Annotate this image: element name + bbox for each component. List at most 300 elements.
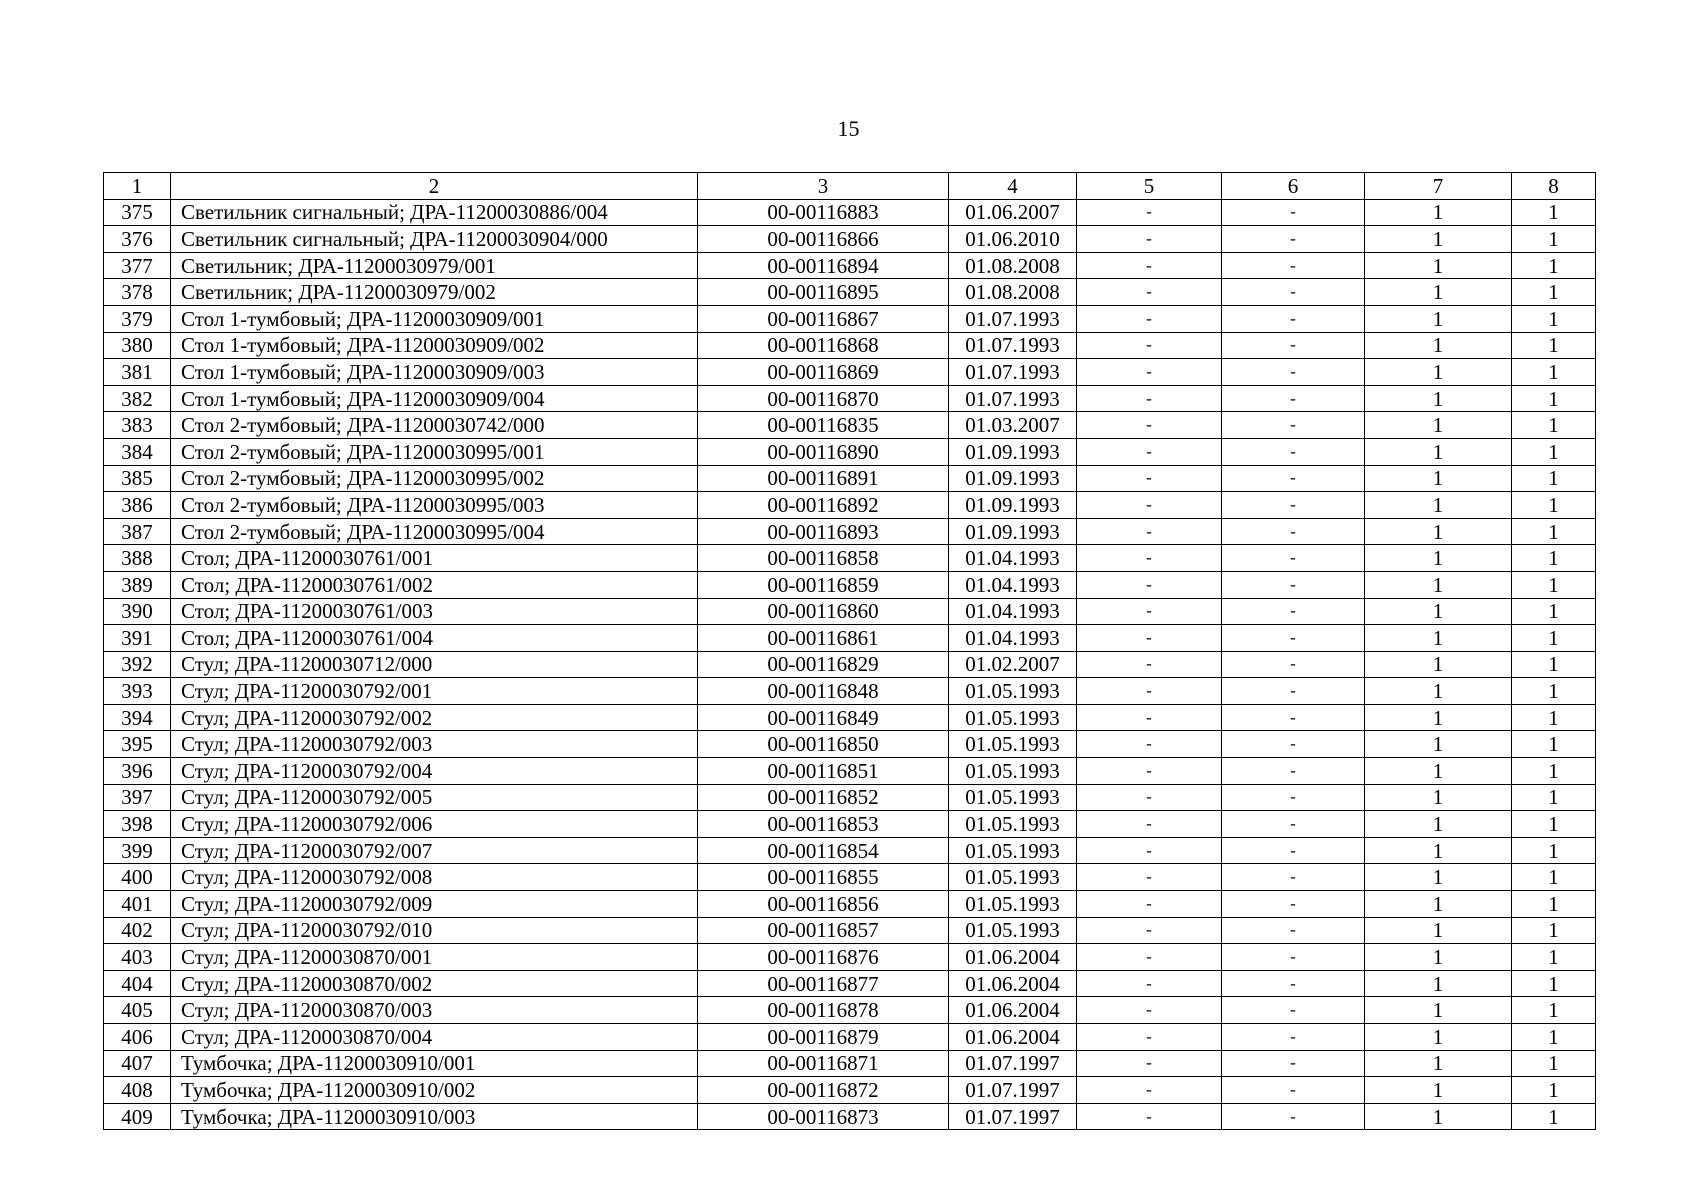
table-cell-col-2: Тумбочка; ДРА-11200030910/001 [171,1050,698,1077]
table-cell-col-5: - [1077,226,1222,253]
table-cell-col-5: - [1077,811,1222,838]
table-row [104,598,1596,625]
table-cell-col-1: 390 [104,598,171,625]
table-cell-col-6: - [1222,731,1365,758]
table-row [104,917,1596,944]
table-cell-col-2: Стол 2-тумбовый; ДРА-11200030995/001 [171,438,698,465]
table-cell-col-1: 386 [104,492,171,519]
table-cell-col-3: 00-00116878 [698,997,949,1024]
table-cell-col-6: - [1222,438,1365,465]
table-cell-col-4: 01.08.2008 [949,279,1077,306]
table-cell-col-4: 01.05.1993 [949,837,1077,864]
table-cell-col-8: 1 [1512,226,1596,253]
table-cell-col-4: 01.04.1993 [949,571,1077,598]
table-cell-col-3: 00-00116835 [698,412,949,439]
table-cell-col-8: 1 [1512,1103,1596,1130]
table-cell-col-5: - [1077,731,1222,758]
table-cell-col-1: 383 [104,412,171,439]
table-cell-col-2: Стул; ДРА-11200030792/007 [171,837,698,864]
table-cell-col-3: 00-00116860 [698,598,949,625]
inventory-table [103,172,1596,1130]
table-cell-col-6: - [1222,412,1365,439]
table-cell-col-3: 00-00116859 [698,571,949,598]
table-cell-col-3: 00-00116876 [698,944,949,971]
table-cell-col-7: 1 [1365,465,1512,492]
table-cell-col-1: 395 [104,731,171,758]
table-cell-col-3: 00-00116877 [698,970,949,997]
table-cell-col-7: 1 [1365,864,1512,891]
table-cell-col-6: - [1222,837,1365,864]
table-cell-col-6: - [1222,1050,1365,1077]
table-cell-col-4: 01.09.1993 [949,492,1077,519]
table-cell-col-2: Стул; ДРА-11200030792/009 [171,891,698,918]
table-cell-col-8: 1 [1512,1024,1596,1051]
table-cell-col-5: - [1077,359,1222,386]
table-cell-col-7: 1 [1365,199,1512,226]
table-cell-col-2: Светильник; ДРА-11200030979/002 [171,279,698,306]
table-cell-col-6: - [1222,199,1365,226]
table-cell-col-8: 1 [1512,1050,1596,1077]
table-cell-col-6: - [1222,1103,1365,1130]
table-cell-col-3: 00-00116873 [698,1103,949,1130]
table-cell-col-3: 00-00116894 [698,252,949,279]
table-cell-col-4: 01.07.1993 [949,359,1077,386]
table-cell-col-2: Стул; ДРА-11200030792/005 [171,784,698,811]
table-cell-col-1: 385 [104,465,171,492]
table-cell-col-3: 00-00116872 [698,1077,949,1104]
table-cell-col-4: 01.08.2008 [949,252,1077,279]
table-cell-col-4: 01.07.1993 [949,332,1077,359]
table-cell-col-4: 4 [949,173,1077,200]
table-cell-col-8: 1 [1512,891,1596,918]
table-cell-col-1: 402 [104,917,171,944]
table-cell-col-3: 00-00116883 [698,199,949,226]
table-cell-col-5: 5 [1077,173,1222,200]
table-cell-col-2: Светильник; ДРА-11200030979/001 [171,252,698,279]
table-cell-col-3: 00-00116858 [698,545,949,572]
table-cell-col-6: - [1222,891,1365,918]
table-cell-col-1: 406 [104,1024,171,1051]
table-row [104,199,1596,226]
table-cell-col-4: 01.06.2004 [949,1024,1077,1051]
page-number: 15 [837,116,860,141]
table-cell-col-2: Стол 1-тумбовый; ДРА-11200030909/004 [171,385,698,412]
table-cell-col-7: 1 [1365,731,1512,758]
table-cell-col-6: - [1222,465,1365,492]
table-cell-col-4: 01.09.1993 [949,518,1077,545]
table-body [104,173,1596,1130]
table-cell-col-8: 1 [1512,704,1596,731]
table-row [104,651,1596,678]
table-cell-col-2: Светильник сигнальный; ДРА-11200030886/004 [171,199,698,226]
table-cell-col-1: 387 [104,518,171,545]
table-cell-col-6: - [1222,625,1365,652]
table-cell-col-7: 1 [1365,625,1512,652]
table-cell-col-5: - [1077,598,1222,625]
table-cell-col-4: 01.05.1993 [949,811,1077,838]
table-cell-col-3: 00-00116829 [698,651,949,678]
table-cell-col-8: 1 [1512,571,1596,598]
table-cell-col-6: - [1222,1077,1365,1104]
table-cell-col-1: 394 [104,704,171,731]
table-cell-col-1: 384 [104,438,171,465]
table-cell-col-1: 401 [104,891,171,918]
table-cell-col-7: 1 [1365,917,1512,944]
table-row [104,571,1596,598]
table-cell-col-8: 1 [1512,784,1596,811]
table-cell-col-1: 375 [104,199,171,226]
table-row [104,1024,1596,1051]
table-row [104,305,1596,332]
table-cell-col-2: Стул; ДРА-11200030712/000 [171,651,698,678]
table-cell-col-5: - [1077,651,1222,678]
table-cell-col-1: 393 [104,678,171,705]
table-cell-col-5: - [1077,1024,1222,1051]
table-cell-col-7: 1 [1365,651,1512,678]
table-row [104,412,1596,439]
table-row [104,252,1596,279]
table-cell-col-1: 407 [104,1050,171,1077]
table-cell-col-1: 388 [104,545,171,572]
table-cell-col-5: - [1077,837,1222,864]
table-cell-col-7: 7 [1365,173,1512,200]
table-cell-col-5: - [1077,1077,1222,1104]
table-cell-col-2: Стол; ДРА-11200030761/002 [171,571,698,598]
table-cell-col-7: 1 [1365,252,1512,279]
table-cell-col-8: 1 [1512,731,1596,758]
table-cell-col-6: - [1222,226,1365,253]
table-cell-col-7: 1 [1365,678,1512,705]
table-cell-col-6: - [1222,944,1365,971]
table-cell-col-3: 00-00116867 [698,305,949,332]
table-cell-col-6: - [1222,571,1365,598]
table-cell-col-5: - [1077,625,1222,652]
table-cell-col-2: Стул; ДРА-11200030792/002 [171,704,698,731]
table-cell-col-7: 1 [1365,518,1512,545]
table-cell-col-3: 00-00116879 [698,1024,949,1051]
table-cell-col-4: 01.07.1997 [949,1077,1077,1104]
table-cell-col-5: - [1077,1050,1222,1077]
table-cell-col-4: 01.06.2004 [949,970,1077,997]
table-cell-col-1: 409 [104,1103,171,1130]
table-cell-col-7: 1 [1365,1024,1512,1051]
table-cell-col-4: 01.07.1993 [949,385,1077,412]
table-cell-col-7: 1 [1365,784,1512,811]
table-cell-col-8: 1 [1512,518,1596,545]
table-cell-col-5: - [1077,332,1222,359]
table-row [104,1103,1596,1130]
table-cell-col-3: 00-00116855 [698,864,949,891]
table-cell-col-3: 00-00116853 [698,811,949,838]
table-cell-col-2: Стол 1-тумбовый; ДРА-11200030909/001 [171,305,698,332]
table-cell-col-4: 01.03.2007 [949,412,1077,439]
table-header-row [104,173,1596,200]
table-row [104,492,1596,519]
table-cell-col-7: 1 [1365,412,1512,439]
table-cell-col-5: - [1077,1103,1222,1130]
table-cell-col-1: 400 [104,864,171,891]
table-cell-col-4: 01.05.1993 [949,758,1077,785]
table-row [104,758,1596,785]
table-cell-col-1: 397 [104,784,171,811]
table-cell-col-7: 1 [1365,1077,1512,1104]
table-cell-col-1: 398 [104,811,171,838]
table-cell-col-4: 01.07.1993 [949,305,1077,332]
table-row [104,279,1596,306]
table-row [104,891,1596,918]
table-row [104,970,1596,997]
table-cell-col-4: 01.09.1993 [949,465,1077,492]
table-cell-col-5: - [1077,758,1222,785]
table-cell-col-1: 377 [104,252,171,279]
table-row [104,784,1596,811]
table-cell-col-3: 00-00116871 [698,1050,949,1077]
table-cell-col-8: 1 [1512,252,1596,279]
table-cell-col-7: 1 [1365,970,1512,997]
table-cell-col-4: 01.05.1993 [949,704,1077,731]
table-cell-col-8: 1 [1512,492,1596,519]
table-cell-col-8: 1 [1512,917,1596,944]
table-cell-col-5: - [1077,438,1222,465]
table-cell-col-3: 00-00116850 [698,731,949,758]
table-cell-col-5: - [1077,465,1222,492]
table-cell-col-2: Стул; ДРА-11200030792/003 [171,731,698,758]
table-cell-col-8: 1 [1512,678,1596,705]
table-cell-col-3: 00-00116893 [698,518,949,545]
table-cell-col-3: 3 [698,173,949,200]
table-cell-col-4: 01.06.2004 [949,997,1077,1024]
table-cell-col-2: Стул; ДРА-11200030792/010 [171,917,698,944]
table-cell-col-3: 00-00116868 [698,332,949,359]
table-cell-col-6: - [1222,545,1365,572]
table-cell-col-3: 00-00116866 [698,226,949,253]
table-cell-col-7: 1 [1365,598,1512,625]
table-row [104,518,1596,545]
table-cell-col-2: 2 [171,173,698,200]
table-cell-col-6: - [1222,678,1365,705]
table-cell-col-6: - [1222,305,1365,332]
table-cell-col-4: 01.05.1993 [949,784,1077,811]
table-cell-col-7: 1 [1365,385,1512,412]
table-cell-col-6: - [1222,997,1365,1024]
table-cell-col-4: 01.07.1997 [949,1103,1077,1130]
table-cell-col-7: 1 [1365,305,1512,332]
table-cell-col-2: Стол 1-тумбовый; ДРА-11200030909/003 [171,359,698,386]
table-cell-col-8: 1 [1512,970,1596,997]
table-cell-col-3: 00-00116895 [698,279,949,306]
table-cell-col-6: - [1222,864,1365,891]
table-cell-col-5: - [1077,678,1222,705]
table-row [104,465,1596,492]
table-cell-col-7: 1 [1365,1050,1512,1077]
table-row [104,864,1596,891]
table-cell-col-1: 1 [104,173,171,200]
table-cell-col-6: - [1222,758,1365,785]
table-cell-col-8: 1 [1512,598,1596,625]
table-cell-col-3: 00-00116848 [698,678,949,705]
table-cell-col-1: 381 [104,359,171,386]
table-cell-col-8: 8 [1512,173,1596,200]
table-cell-col-3: 00-00116870 [698,385,949,412]
table-cell-col-8: 1 [1512,545,1596,572]
table-cell-col-7: 1 [1365,571,1512,598]
table-cell-col-8: 1 [1512,359,1596,386]
table-cell-col-6: - [1222,917,1365,944]
table-cell-col-3: 00-00116891 [698,465,949,492]
table-row [104,359,1596,386]
table-cell-col-6: - [1222,359,1365,386]
table-cell-col-7: 1 [1365,704,1512,731]
table-cell-col-1: 391 [104,625,171,652]
table-cell-col-5: - [1077,305,1222,332]
table-cell-col-7: 1 [1365,332,1512,359]
table-cell-col-2: Стул; ДРА-11200030792/008 [171,864,698,891]
table-cell-col-5: - [1077,545,1222,572]
table-cell-col-6: - [1222,492,1365,519]
table-row [104,837,1596,864]
table-cell-col-6: - [1222,784,1365,811]
table-cell-col-6: - [1222,252,1365,279]
table-cell-col-5: - [1077,571,1222,598]
table-cell-col-2: Стол; ДРА-11200030761/003 [171,598,698,625]
table-cell-col-7: 1 [1365,438,1512,465]
table-cell-col-3: 00-00116892 [698,492,949,519]
table-cell-col-2: Стул; ДРА-11200030792/001 [171,678,698,705]
table-cell-col-1: 379 [104,305,171,332]
table-cell-col-1: 403 [104,944,171,971]
table-cell-col-4: 01.04.1993 [949,598,1077,625]
table-row [104,731,1596,758]
table-cell-col-4: 01.06.2004 [949,944,1077,971]
table-cell-col-2: Тумбочка; ДРА-11200030910/003 [171,1103,698,1130]
table-cell-col-7: 1 [1365,1103,1512,1130]
table-cell-col-3: 00-00116856 [698,891,949,918]
table-cell-col-7: 1 [1365,758,1512,785]
table-cell-col-1: 389 [104,571,171,598]
table-cell-col-4: 01.09.1993 [949,438,1077,465]
table-cell-col-8: 1 [1512,279,1596,306]
table-cell-col-5: - [1077,864,1222,891]
table-cell-col-2: Стол 1-тумбовый; ДРА-11200030909/002 [171,332,698,359]
table-cell-col-7: 1 [1365,837,1512,864]
table-cell-col-6: - [1222,279,1365,306]
table-cell-col-3: 00-00116869 [698,359,949,386]
table-cell-col-2: Стул; ДРА-11200030870/003 [171,997,698,1024]
table-row [104,332,1596,359]
table-cell-col-8: 1 [1512,412,1596,439]
table-cell-col-5: - [1077,997,1222,1024]
table-cell-col-2: Стол 2-тумбовый; ДРА-11200030995/003 [171,492,698,519]
table-cell-col-2: Стол 2-тумбовый; ДРА-11200030995/004 [171,518,698,545]
table-row [104,704,1596,731]
table-cell-col-6: - [1222,811,1365,838]
table-row [104,1077,1596,1104]
table-cell-col-5: - [1077,891,1222,918]
table-row [104,944,1596,971]
table-cell-col-7: 1 [1365,226,1512,253]
table-row [104,811,1596,838]
table-cell-col-2: Стул; ДРА-11200030792/006 [171,811,698,838]
table-cell-col-7: 1 [1365,279,1512,306]
table-cell-col-6: - [1222,332,1365,359]
table-cell-col-8: 1 [1512,305,1596,332]
table-cell-col-8: 1 [1512,199,1596,226]
table-cell-col-5: - [1077,385,1222,412]
table-cell-col-2: Светильник сигнальный; ДРА-11200030904/000 [171,226,698,253]
table-cell-col-8: 1 [1512,758,1596,785]
table-row [104,226,1596,253]
table-cell-col-8: 1 [1512,837,1596,864]
table-cell-col-1: 396 [104,758,171,785]
table-row [104,997,1596,1024]
table-cell-col-6: - [1222,704,1365,731]
table-cell-col-5: - [1077,518,1222,545]
table-cell-col-6: - [1222,651,1365,678]
table-cell-col-1: 392 [104,651,171,678]
table-cell-col-3: 00-00116852 [698,784,949,811]
table-cell-col-8: 1 [1512,811,1596,838]
table-cell-col-1: 380 [104,332,171,359]
table-cell-col-2: Стул; ДРА-11200030792/004 [171,758,698,785]
table-cell-col-3: 00-00116849 [698,704,949,731]
table-cell-col-2: Стул; ДРА-11200030870/004 [171,1024,698,1051]
table-cell-col-1: 399 [104,837,171,864]
table-cell-col-5: - [1077,412,1222,439]
table-cell-col-4: 01.05.1993 [949,678,1077,705]
table-cell-col-8: 1 [1512,997,1596,1024]
table-cell-col-4: 01.04.1993 [949,625,1077,652]
table-cell-col-4: 01.05.1993 [949,731,1077,758]
table-cell-col-2: Стол 2-тумбовый; ДРА-11200030995/002 [171,465,698,492]
table-cell-col-6: - [1222,970,1365,997]
table-cell-col-5: - [1077,199,1222,226]
table-cell-col-1: 382 [104,385,171,412]
table-row [104,545,1596,572]
table-cell-col-1: 376 [104,226,171,253]
table-cell-col-4: 01.06.2010 [949,226,1077,253]
table-cell-col-3: 00-00116890 [698,438,949,465]
table-cell-col-2: Стул; ДРА-11200030870/002 [171,970,698,997]
table-cell-col-5: - [1077,970,1222,997]
table-cell-col-5: - [1077,944,1222,971]
table-cell-col-5: - [1077,784,1222,811]
table-row [104,438,1596,465]
table-cell-col-2: Стол; ДРА-11200030761/001 [171,545,698,572]
table-cell-col-8: 1 [1512,465,1596,492]
table-cell-col-3: 00-00116861 [698,625,949,652]
table-cell-col-7: 1 [1365,492,1512,519]
table-row [104,625,1596,652]
table-row [104,1050,1596,1077]
table-cell-col-5: - [1077,279,1222,306]
table-cell-col-3: 00-00116851 [698,758,949,785]
table-cell-col-8: 1 [1512,864,1596,891]
table-cell-col-4: 01.05.1993 [949,864,1077,891]
table-row [104,678,1596,705]
table-cell-col-1: 378 [104,279,171,306]
table-row [104,385,1596,412]
table-cell-col-8: 1 [1512,651,1596,678]
table-cell-col-1: 405 [104,997,171,1024]
table-cell-col-6: - [1222,385,1365,412]
table-cell-col-5: - [1077,492,1222,519]
table-cell-col-4: 01.05.1993 [949,917,1077,944]
table-cell-col-3: 00-00116857 [698,917,949,944]
table-cell-col-2: Тумбочка; ДРА-11200030910/002 [171,1077,698,1104]
table-cell-col-4: 01.02.2007 [949,651,1077,678]
table-cell-col-8: 1 [1512,438,1596,465]
table-cell-col-7: 1 [1365,944,1512,971]
